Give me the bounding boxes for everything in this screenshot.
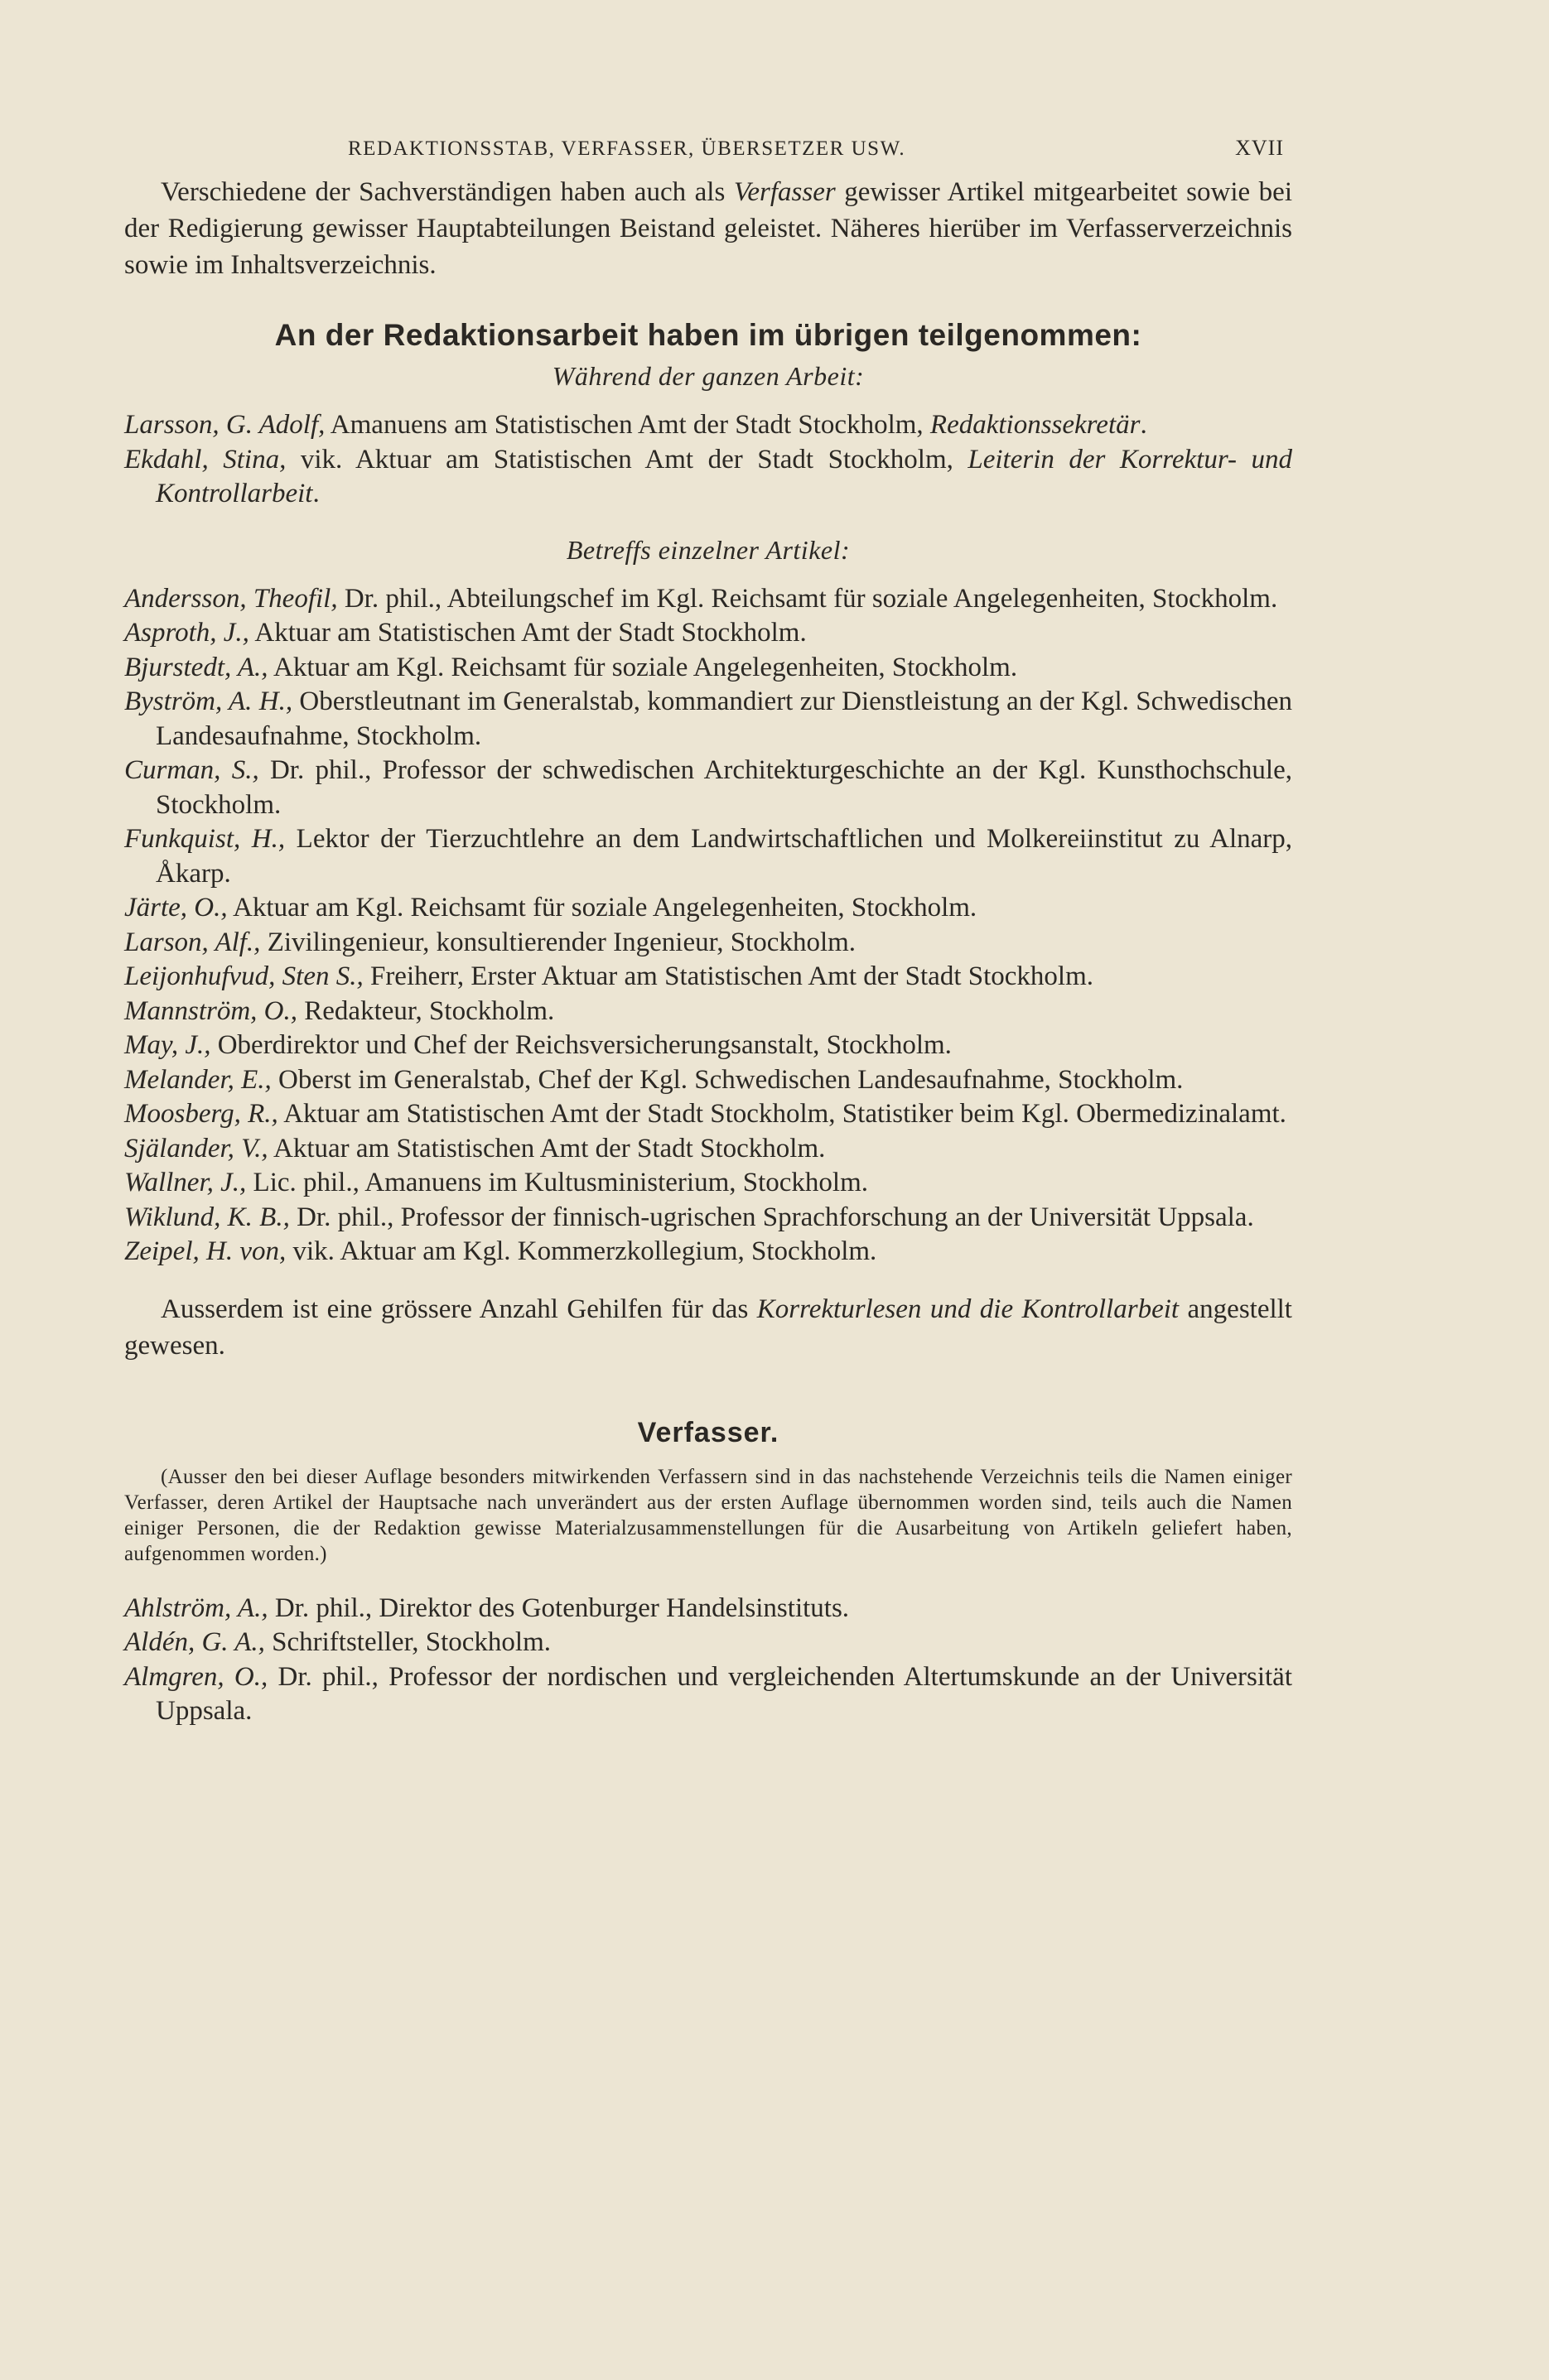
entry-name: Larsson, G. Adolf,	[124, 410, 326, 440]
running-head: REDAKTIONSSTAB, VERFASSER, ÜBERSETZER USW.	[348, 137, 906, 160]
entry-name: Almgren, O.,	[124, 1661, 268, 1692]
entry-name: Andersson, Theofil,	[124, 583, 338, 614]
entry-name: Aldén, G. A.,	[124, 1627, 265, 1657]
list-item	[124, 616, 1292, 651]
entry-text: Oberdirektor und Chef der Reichsversicherungsanstalt, Stockholm.	[210, 1030, 952, 1060]
list-item	[124, 1097, 1292, 1132]
page-header	[124, 136, 1292, 161]
entry-name: Curman, S.,	[124, 755, 259, 785]
entry-text: Aktuar am Kgl. Reichsamt für soziale Angelegenheiten, Stockholm.	[227, 893, 977, 923]
closing-text-after: angestellt gewesen.	[124, 1294, 1292, 1361]
list-item	[124, 582, 1292, 617]
entry-text: Aktuar am Statistischen Amt der Stadt Stockholm.	[268, 1133, 826, 1164]
entry-name: Moosberg, R.,	[124, 1099, 278, 1129]
entry-name: Järte, O.,	[124, 893, 228, 923]
list-item	[124, 1132, 1292, 1167]
entry-name: Byström, A. H.,	[124, 687, 293, 716]
list-item	[124, 408, 1292, 443]
intro-text-after: gewisser Artikel mitgearbeitet sowie bei der Redigierung gewisser Hauptabteilungen Beistand geleistet. Näheres hierüber im Verfasserverzeichnis sowie im Inhaltsverzeichnis.	[124, 177, 1293, 280]
page-number: XVII	[1235, 136, 1284, 160]
closing-text-before: Ausserdem ist eine grössere Anzahl Gehilfen für das	[161, 1294, 757, 1324]
entry-text: Schriftsteller, Stockholm.	[264, 1627, 552, 1657]
list-item	[124, 891, 1292, 926]
entry-name: Melander, E.,	[124, 1064, 272, 1095]
entry-text: Aktuar am Kgl. Reichsamt für soziale Angelegenheiten, Stockholm.	[268, 652, 1018, 682]
entry-name: Wiklund, K. B.,	[124, 1202, 290, 1232]
intro-paragraph	[124, 174, 1292, 283]
entry-text: Dr. phil., Abteilungschef im Kgl. Reichsamt für soziale Angelegenheiten, Stockholm.	[337, 583, 1278, 614]
entry-role: Leiterin der Korrektur- und Kontrollarbeit	[156, 444, 1292, 508]
list-item	[124, 960, 1292, 995]
entry-text: Redakteur, Stockholm.	[297, 995, 555, 1026]
entry-role: Redaktionssekretär	[929, 410, 1141, 440]
entry-text: Oberst im Generalstab, Chef der Kgl. Schwedischen Landesaufnahme, Stockholm.	[271, 1064, 1184, 1095]
entry-text: vik. Aktuar am Kgl. Kommerzkollegium, Stockholm.	[286, 1236, 877, 1266]
entry-name: Ahlström, A.,	[124, 1592, 268, 1623]
list-item	[124, 926, 1292, 961]
entry-text: Aktuar am Statistischen Amt der Stadt Stockholm.	[249, 618, 807, 648]
list-item	[124, 1592, 1292, 1626]
entry-name: Bjurstedt, A.,	[124, 652, 268, 682]
intro-text-before: Verschiedene der Sachverständigen haben auch als	[161, 177, 734, 207]
entry-text: Dr. phil., Professor der nordischen und vergleichenden Altertumskunde an der Universität Uppsala.	[156, 1661, 1292, 1726]
list-item	[124, 995, 1292, 1029]
entry-name: May, J.,	[124, 1030, 211, 1060]
entry-name: Zeipel, H. von,	[124, 1236, 287, 1266]
list-item	[124, 1660, 1292, 1729]
entry-text: vik. Aktuar am Statistischen Amt der Stadt Stockholm,	[286, 444, 968, 475]
articles-list	[124, 582, 1292, 1269]
entry-name: Leijonhufvud, Sten S.,	[124, 961, 364, 991]
entry-text: Amanuens am Statistischen Amt der Stadt Stockholm,	[325, 410, 930, 440]
closing-emphasis: Korrekturlesen und die Kontrollarbeit	[756, 1294, 1180, 1324]
list-item	[124, 754, 1292, 822]
entry-name: Funkquist, H.,	[124, 824, 286, 854]
list-item	[124, 822, 1292, 891]
entry-text: Lektor der Tierzuchtlehre an dem Landwirtschaftlichen und Molkereiinstitut zu Alnarp, Åkarp.	[156, 824, 1292, 889]
articles-heading: Betreffs einzelner Artikel:	[566, 534, 851, 565]
entry-name: Asproth, J.,	[124, 618, 249, 648]
list-item	[124, 1626, 1292, 1660]
verfasser-note: (Ausser den bei dieser Auflage besonders mitwirkenden Verfassern sind in das nachstehende Verzeichnis teils die Namen einiger Verfasser, deren Artikel der Hauptsache nach unverändert aus der ersten Auflage übernommen worden sind, teils auch die Namen einiger Personen, die der Redaktion gewisse Materialzusammenstellungen für die Ausarbeitung von Artikeln geliefert haben, aufgenommen worden.)	[124, 1465, 1292, 1565]
list-item	[124, 443, 1292, 512]
entry-text: Dr. phil., Direktor des Gotenburger Handelsinstituts.	[268, 1592, 850, 1623]
closing-paragraph	[124, 1291, 1292, 1364]
list-item	[124, 685, 1292, 754]
list-item	[124, 1235, 1292, 1269]
entry-tail: .	[1140, 410, 1147, 440]
entry-text: Lic. phil., Amanuens im Kultusministerium, Stockholm.	[246, 1168, 868, 1197]
list-item	[124, 1201, 1292, 1236]
intro-emphasis: Verfasser	[733, 177, 836, 207]
entry-tail: .	[312, 479, 320, 508]
entry-text: Zivilingenieur, konsultierender Ingenieur, Stockholm.	[260, 927, 857, 957]
entry-text: Oberstleutnant im Generalstab, kommandiert zur Dienstleistung an der Kgl. Schwedischen Landesaufnahme, Stockholm.	[156, 687, 1293, 751]
entry-name: Larson, Alf.,	[124, 927, 261, 957]
verfasser-title: Verfasser.	[637, 1416, 779, 1448]
entry-text: Dr. phil., Professor der schwedischen Architekturgeschichte an der Kgl. Kunsthochschule, Stockholm.	[156, 755, 1293, 820]
entry-text: Freiherr, Erster Aktuar am Statistischen Amt der Stadt Stockholm.	[363, 961, 1094, 991]
entry-name: Mannström, O.,	[124, 995, 298, 1026]
verfasser-list	[124, 1592, 1292, 1729]
entry-text: Aktuar am Statistischen Amt der Stadt Stockholm, Statistiker beim Kgl. Obermedizinalamt.	[277, 1099, 1286, 1129]
entry-name: Ekdahl, Stina,	[124, 444, 287, 475]
list-item	[124, 1166, 1292, 1201]
list-item	[124, 651, 1292, 686]
whole-work-heading: Während der ganzen Arbeit:	[552, 361, 865, 391]
whole-work-list	[124, 408, 1292, 512]
list-item	[124, 1063, 1292, 1098]
redaktion-title: An der Redaktionsarbeit haben im übrigen teilgenommen:	[274, 318, 1142, 352]
entry-text: Dr. phil., Professor der finnisch-ugrischen Sprachforschung an der Universität Uppsala.	[289, 1202, 1254, 1232]
entry-name: Själander, V.,	[124, 1133, 268, 1164]
list-item	[124, 1029, 1292, 1063]
entry-name: Wallner, J.,	[124, 1168, 247, 1197]
